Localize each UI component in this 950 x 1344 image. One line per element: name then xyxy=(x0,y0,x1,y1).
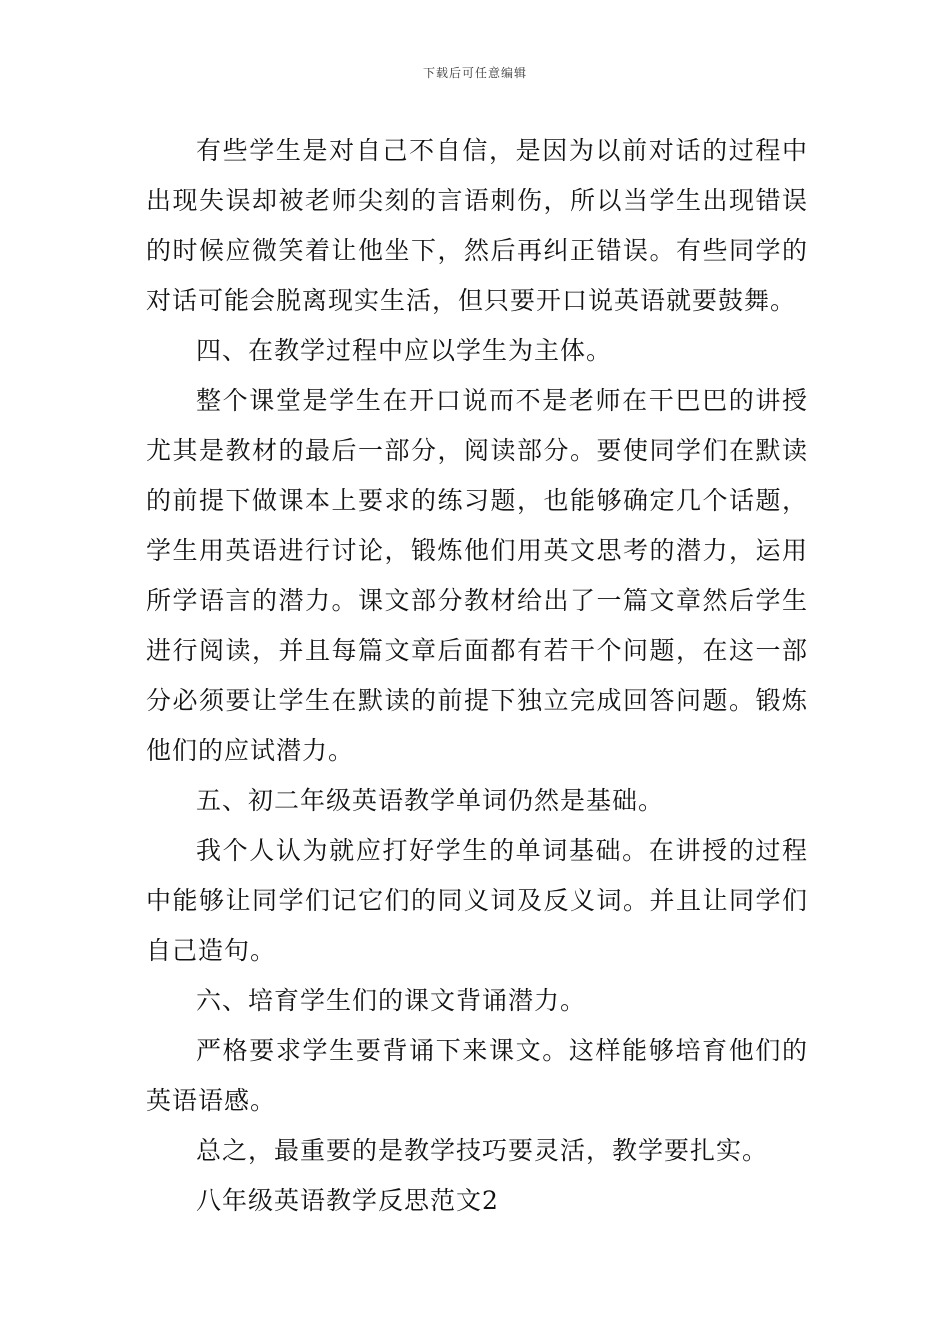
document-body xyxy=(146,126,808,1226)
page-header-note: 下载后可任意编辑 xyxy=(422,66,527,80)
heading-student-centered: 四、在教学过程中应以学生为主体。 xyxy=(196,336,613,365)
paragraph-vocabulary: 我个人认为就应打好学生的单词基础。在讲授的过程中能够让同学们记它们的同义词及反义词。并且让同学们自己造句。 xyxy=(146,836,808,965)
section-title-sample-2: 八年级英语教学反思范文2 xyxy=(196,1186,499,1215)
paragraph-classroom-reading: 整个课堂是学生在开口说而不是老师在干巴巴的讲授尤其是教材的最后一部分，阅读部分。要使同学们在默读的前提下做课本上要求的练习题，也能够确定几个话题，学生用英语进行讨论，锻炼他们用英文思考的潜力，运用所学语言的潜力。课文部分教材给出了一篇文章然后学生进行阅读，并且每篇文章后面都有若干个问题，在这一部分必须要让学生在默读的前提下独立完成回答问题。锻炼他们的应试潜力。 xyxy=(146,386,808,765)
paragraph-encouragement: 有些学生是对自己不自信，是因为以前对话的过程中出现失误却被老师尖刻的言语刺伤，所以当学生出现错误的时候应微笑着让他坐下，然后再纠正错误。有些同学的对话可能会脱离现实生活，但只要开口说英语就要鼓舞。 xyxy=(146,136,808,315)
paragraph-summary: 总之，最重要的是教学技巧要灵活，教学要扎实。 xyxy=(196,1136,769,1165)
heading-vocabulary-basis: 五、初二年级英语教学单词仍然是基础。 xyxy=(196,786,665,815)
heading-recitation: 六、培育学生们的课文背诵潜力。 xyxy=(196,986,587,1015)
paragraph-recitation: 严格要求学生要背诵下来课文。这样能够培育他们的英语语感。 xyxy=(146,1036,808,1115)
